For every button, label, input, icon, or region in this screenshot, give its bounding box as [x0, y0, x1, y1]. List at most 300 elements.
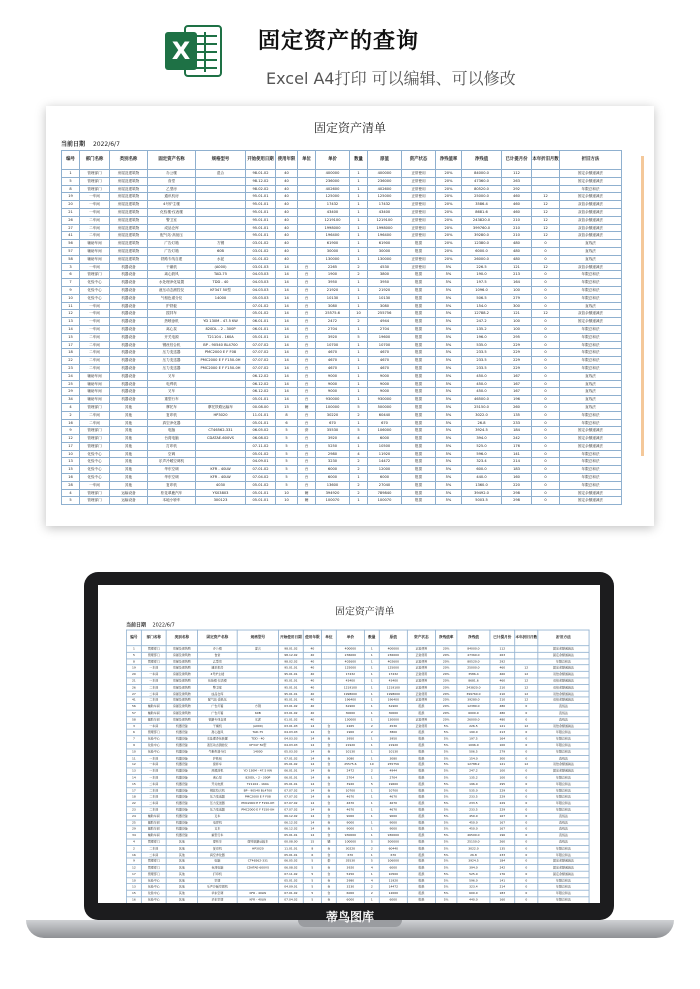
table-cell: 其他: [110, 466, 148, 474]
table-cell: 14: [303, 807, 321, 813]
table-cell: 40: [303, 652, 321, 658]
table-cell: 670: [368, 419, 402, 427]
table-cell: 233.5: [457, 800, 490, 806]
table-cell: 化验中心: [141, 742, 166, 748]
table-cell: 12: [126, 762, 141, 768]
table-cell: 二车间: [80, 232, 110, 240]
table-cell: 30220: [336, 845, 364, 851]
table-cell: 17432: [368, 201, 402, 209]
table-cell: 0: [515, 890, 538, 896]
table-cell: 铁路专线自建: [198, 717, 238, 723]
table-cell: 670: [379, 852, 407, 858]
table-cell: 14: [276, 294, 298, 302]
table-cell: 21920: [368, 286, 402, 294]
table-cell: 14: [276, 271, 298, 279]
table-cell: 14: [303, 794, 321, 800]
table-cell: 12000: [379, 890, 407, 896]
table-cell: [298, 201, 316, 209]
table-cell: 5%: [436, 474, 462, 482]
table-cell: KF347 50型: [196, 286, 246, 294]
table-cell: 6000.0: [462, 247, 502, 255]
table-cell: 20%: [435, 691, 456, 697]
table-cell: 0: [515, 884, 538, 890]
table-cell: 450.0: [457, 813, 490, 819]
table-cell: 正常使用: [402, 185, 436, 193]
table-cell: 5%: [435, 858, 456, 864]
table-cell: 二车间: [141, 787, 166, 793]
table-cell: 23: [126, 807, 141, 813]
table-cell: 22: [62, 357, 80, 365]
table-row: [62, 216, 622, 224]
table-cell: 房屋及建筑物: [110, 185, 148, 193]
table-cell: 护铁板: [198, 755, 238, 761]
table-cell: 3920: [336, 781, 364, 787]
table-cell: 12: [532, 216, 560, 224]
table-cell: 其他: [110, 403, 148, 411]
table-cell: 2: [350, 318, 368, 326]
table-cell: 正常使用: [402, 177, 436, 185]
table-cell: 报损: [407, 794, 435, 800]
table-cell: 一车间: [80, 325, 110, 333]
table-cell: 154.0: [462, 302, 502, 310]
table-cell: 正常使用: [402, 208, 436, 216]
table-cell: 17: [126, 871, 141, 877]
table-cell: 06.12.02: [278, 813, 303, 819]
table-cell: 辅助车间: [141, 710, 166, 716]
table-cell: 07.07.02: [278, 807, 303, 813]
table-cell: [298, 177, 316, 185]
table-cell: 25575.6: [336, 762, 364, 768]
table-cell: 配气站·高低压: [148, 232, 196, 240]
table-cell: 06.12.02: [278, 826, 303, 832]
table-cell: 60B: [196, 247, 246, 255]
table-cell: 2: [364, 845, 379, 851]
table-cell: 820DL - 2 - 300P: [196, 325, 246, 333]
table-cell: 复印机: [148, 411, 196, 419]
table-cell: 年限总和法: [560, 286, 622, 294]
table-cell: 40: [303, 646, 321, 652]
table-cell: 0: [515, 755, 538, 761]
table-cell: 管理部门: [80, 177, 110, 185]
table-cell: 1: [364, 704, 379, 710]
table-cell: 14: [276, 372, 298, 380]
table-cell: 摩托车: [198, 839, 238, 845]
table-cell: 台: [321, 865, 336, 871]
table-cell: 21: [62, 208, 80, 216]
table-cell: 5%: [436, 388, 462, 396]
table-cell: 机器设备: [166, 749, 197, 755]
table-cell: 98.01.02: [278, 646, 303, 652]
table-cell: 报损: [402, 357, 436, 365]
table-cell: 17432: [379, 671, 407, 677]
table-row: [62, 481, 622, 489]
table-cell: 打印机: [148, 442, 196, 450]
table-cell: 5: [303, 878, 321, 884]
table-cell: 二车间: [80, 357, 110, 365]
table-cell: 1: [364, 832, 379, 838]
table-cell: 5: [364, 781, 379, 787]
table-cell: 100000: [336, 839, 364, 845]
table-cell: 20%: [435, 704, 456, 710]
table-cell: 14: [276, 341, 298, 349]
table-cell: 电脑: [198, 858, 238, 864]
table-cell: 196: [502, 396, 532, 404]
table-cell: 12: [515, 678, 538, 684]
table-cell: 5%: [436, 310, 462, 318]
table-row: [62, 310, 622, 318]
table-cell: 直线法: [560, 403, 622, 411]
table-cell: 04.03.03: [246, 271, 276, 279]
table-cell: 二车间: [80, 419, 110, 427]
table-cell: 5%: [435, 749, 456, 755]
table-cell: [196, 450, 246, 458]
table-row: [62, 170, 622, 178]
table-cell: 机器设备: [166, 723, 197, 729]
table-cell: 固定余额递减法: [538, 865, 589, 871]
table-cell: 离心鼓风: [198, 729, 238, 735]
table-cell: 5%: [435, 826, 456, 832]
table-row: [62, 388, 622, 396]
table-cell: 正常使用: [407, 678, 435, 684]
table-cell: 300: [502, 302, 532, 310]
table-cell: 17: [62, 442, 80, 450]
table-cell: 年限总和法: [560, 450, 622, 458]
table-cell: 3586.4: [457, 671, 490, 677]
column-header: 规格型号: [196, 151, 246, 170]
table-cell: 11.01.01: [278, 845, 303, 851]
table-cell: 5%: [436, 442, 462, 450]
table-cell: 1096.0: [457, 742, 490, 748]
page-subtitle: Excel A4打印 可以编辑、可以修改: [266, 69, 516, 88]
table-cell: 135.2: [462, 325, 502, 333]
table-cell: 二车间: [80, 333, 110, 341]
table-cell: 台: [321, 820, 336, 826]
table-cell: 5%: [436, 419, 462, 427]
table-cell: 15: [62, 333, 80, 341]
table-cell: 1219100: [336, 684, 364, 690]
table-cell: 机器设备: [110, 302, 148, 310]
table-cell: 440.0: [457, 897, 490, 903]
table-cell: 台: [298, 271, 316, 279]
table-cell: 年限总和法: [560, 341, 622, 349]
table-cell: 12: [532, 310, 560, 318]
table-cell: 4670: [336, 800, 364, 806]
table-cell: 10: [62, 450, 80, 458]
screen-date-value: 2022/6/7: [152, 622, 175, 628]
table-cell: 1: [364, 871, 379, 877]
table-cell: 房屋及建筑物: [110, 247, 148, 255]
table-cell: 20%: [435, 697, 456, 703]
table-cell: 5%: [435, 755, 456, 761]
table-cell: 双倍余额递减法: [538, 678, 589, 684]
table-cell: 报损: [407, 845, 435, 851]
table-cell: 40: [276, 232, 298, 240]
table-cell: 236000: [336, 652, 364, 658]
table-cell: 管理部门: [141, 858, 166, 864]
table-cell: 5%: [436, 396, 462, 404]
table-cell: 房屋及建筑物: [166, 710, 197, 716]
table-cell: KF347 50型: [237, 742, 278, 748]
table-cell: 5%: [435, 890, 456, 896]
table-cell: 14: [62, 325, 80, 333]
table-cell: 26: [62, 216, 80, 224]
table-cell: 25000.0: [457, 665, 490, 671]
table-cell: 5: [126, 652, 141, 658]
column-header: 本年折旧月数: [532, 151, 560, 170]
table-cell: 房屋及建筑物: [166, 646, 197, 652]
column-header: 使用年限: [303, 630, 321, 646]
table-cell: 2: [350, 458, 368, 466]
table-cell: 14: [303, 832, 321, 838]
table-cell: 56: [62, 240, 80, 248]
table-cell: 25000.0: [462, 193, 502, 201]
table-cell: 40: [303, 659, 321, 665]
table-cell: 263: [502, 177, 532, 185]
table-cell: 空调: [148, 450, 196, 458]
table-cell: 乐声冷暖空调机: [198, 884, 238, 890]
table-cell: 5%: [435, 775, 456, 781]
table-cell: 台: [298, 388, 316, 396]
table-cell: 2704: [379, 775, 407, 781]
table-cell: 直线法: [538, 832, 589, 838]
table-cell: 复印机: [198, 845, 238, 851]
table-cell: 电焊机: [148, 380, 196, 388]
table-cell: 440.0: [462, 474, 502, 482]
table-cell: 8: [276, 411, 298, 419]
table-cell: 华东空调: [148, 466, 196, 474]
table-cell: 报损: [402, 364, 436, 372]
table-cell: 铁路专线自建: [148, 255, 196, 263]
table-cell: 华东空调: [148, 474, 196, 482]
column-header: 单位: [321, 630, 336, 646]
table-cell: 管理部门: [80, 170, 110, 178]
table-cell: 打印机: [198, 871, 238, 877]
table-cell: 17432: [336, 671, 364, 677]
table-cell: 报损: [407, 781, 435, 787]
table-cell: 报损: [402, 279, 436, 287]
table-cell: 报损: [407, 890, 435, 896]
table-cell: 506.5: [457, 749, 490, 755]
table-cell: 210: [502, 224, 532, 232]
table-cell: 化验中心: [80, 466, 110, 474]
table-cell: 229: [502, 364, 532, 372]
table-cell: 房屋及建筑物: [166, 652, 197, 658]
table-cell: 14: [276, 333, 298, 341]
table-cell: [196, 442, 246, 450]
table-cell: 9000: [379, 826, 407, 832]
table-cell: 233: [490, 852, 515, 858]
table-cell: 辅助车间: [141, 717, 166, 723]
table-cell: 一车间: [80, 193, 110, 201]
table-cell: 196400: [336, 697, 364, 703]
table-cell: 方钢: [196, 240, 246, 248]
table-cell: 报损: [407, 820, 435, 826]
table-cell: 房屋及建筑物: [110, 193, 148, 201]
table-cell: 液压动态测控仪: [148, 286, 196, 294]
table-cell: 40: [303, 671, 321, 677]
table-cell: 12: [515, 762, 538, 768]
table-cell: 松花翠鹿汽车: [148, 489, 196, 497]
table-cell: 机器设备: [166, 826, 197, 832]
table-cell: 07.11.02: [278, 871, 303, 877]
table-cell: 402600: [336, 659, 364, 665]
table-cell: 5%: [436, 497, 462, 505]
table-cell: 房屋及建筑物: [166, 678, 197, 684]
table-cell: 报损: [402, 380, 436, 388]
table-cell: 管理部门: [141, 729, 166, 735]
table-cell: 机器设备: [110, 388, 148, 396]
table-cell: 14000: [237, 749, 278, 755]
table-cell: 台: [321, 794, 336, 800]
table-cell: 210: [490, 684, 515, 690]
table-cell: 07.01.02: [278, 755, 303, 761]
table-cell: 重型行车: [198, 832, 238, 838]
table-cell: 热喷涂机: [148, 318, 196, 326]
sheet-edge-highlight: [641, 156, 644, 456]
table-cell: 4670: [368, 364, 402, 372]
table-cell: 其他: [166, 884, 197, 890]
table-cell: 机器设备: [166, 820, 197, 826]
table-cell: 5%: [436, 271, 462, 279]
table-cell: 管理部门: [141, 871, 166, 877]
table-cell: 233.5: [457, 807, 490, 813]
table-cell: 报损: [402, 325, 436, 333]
table-cell: 机器设备: [166, 807, 197, 813]
table-cell: 596.0: [462, 450, 502, 458]
table-cell: 年限总和法: [560, 474, 622, 482]
table-cell: 12: [515, 671, 538, 677]
table-cell: 食堂: [198, 652, 238, 658]
table-cell: 报损: [407, 704, 435, 710]
table-cell: 10: [62, 294, 80, 302]
table-cell: 机器设备: [110, 271, 148, 279]
table-cell: 0: [515, 858, 538, 864]
table-cell: (A000): [196, 263, 246, 271]
table-cell: 4: [350, 450, 368, 458]
table-cell: 5%: [436, 380, 462, 388]
table-cell: 0: [532, 364, 560, 372]
table-cell: 197.5: [462, 279, 502, 287]
table-cell: 480: [490, 717, 515, 723]
table-cell: 报损: [402, 435, 436, 443]
table-cell: 10: [276, 497, 298, 505]
table-cell: 4: [126, 839, 141, 845]
table-cell: 台: [321, 723, 336, 729]
table-cell: 2704: [368, 325, 402, 333]
table-cell: 121: [502, 263, 532, 271]
table-cell: 6000: [368, 474, 402, 482]
table-cell: 196400: [368, 232, 402, 240]
table-cell: 1900: [316, 271, 350, 279]
table-cell: [298, 193, 316, 201]
table-cell: 年限总和法: [538, 852, 589, 858]
table-cell: [196, 419, 246, 427]
table-cell: 40: [276, 240, 298, 248]
column-header: 编号: [126, 630, 141, 646]
table-cell: 0: [515, 794, 538, 800]
table-cell: 43400: [336, 678, 364, 684]
table-cell: 年限总和法: [560, 419, 622, 427]
table-cell: 213: [502, 271, 532, 279]
table-cell: 57: [62, 247, 80, 255]
table-cell: 930000: [368, 396, 402, 404]
table-cell: [298, 247, 316, 255]
table-cell: 房屋及建筑物: [110, 232, 148, 240]
table-cell: 直线法: [560, 255, 622, 263]
table-cell: [298, 185, 316, 193]
table-cell: 43400: [379, 678, 407, 684]
table-cell: 台: [321, 878, 336, 884]
table-cell: 1: [364, 710, 379, 716]
table-cell: 0: [532, 255, 560, 263]
table-cell: 480: [490, 704, 515, 710]
table-cell: 3920: [336, 865, 364, 871]
table-cell: 年限总和法: [560, 458, 622, 466]
table-cell: 40: [303, 665, 321, 671]
table-cell: 一车间: [141, 768, 166, 774]
table-cell: 14: [276, 310, 298, 318]
column-header: 本年折旧月数: [515, 630, 538, 646]
table-cell: 01.01.02: [278, 717, 303, 723]
table-cell: 台: [321, 832, 336, 838]
table-cell: 20%: [436, 177, 462, 185]
table-cell: 1: [364, 813, 379, 819]
table-cell: 20%: [436, 232, 462, 240]
table-cell: 43400: [368, 208, 402, 216]
table-cell: 年限总和法: [560, 294, 622, 302]
screen-asset-table: [126, 630, 589, 903]
column-header: 固定资产名称: [148, 151, 196, 170]
table-cell: 789840: [368, 489, 402, 497]
table-cell: 07.01.02: [246, 466, 276, 474]
table-cell: 04.03.03: [278, 736, 303, 742]
table-cell: 1: [350, 247, 368, 255]
table-cell: 固定余额递减法: [538, 858, 589, 864]
table-row: [126, 897, 589, 903]
table-cell: 5: [276, 458, 298, 466]
table-cell: 开关电源: [148, 333, 196, 341]
table-row: [62, 489, 622, 497]
table-cell: [532, 170, 560, 178]
table-cell: 台: [321, 736, 336, 742]
table-cell: 办公楼: [148, 170, 196, 178]
table-cell: 5: [276, 466, 298, 474]
table-cell: 07.04.02: [246, 474, 276, 482]
table-cell: 4670: [368, 357, 402, 365]
table-cell: 复印机: [148, 481, 196, 489]
table-cell: 100: [490, 775, 515, 781]
table-cell: 03.01.02: [246, 240, 276, 248]
table-cell: 05.01.01: [278, 781, 303, 787]
table-cell: 通讯机房: [148, 193, 196, 201]
table-cell: 6000: [379, 897, 407, 903]
table-cell: 30000: [336, 710, 364, 716]
table-cell: 3080: [379, 755, 407, 761]
table-row: [62, 232, 622, 240]
table-cell: 05.03.03: [278, 749, 303, 755]
table-cell: 16: [62, 474, 80, 482]
table-cell: 06.08.02: [246, 435, 276, 443]
table-cell: 双倍余额递减法: [538, 691, 589, 697]
table-cell: 28: [62, 481, 80, 489]
table-cell: 电脑: [148, 427, 196, 435]
table-cell: 22: [126, 800, 141, 806]
table-cell: 135.2: [457, 775, 490, 781]
column-header: 折旧方法: [560, 151, 622, 170]
table-cell: 0: [532, 435, 560, 443]
table-cell: 5%: [436, 302, 462, 310]
column-header: 原值: [368, 151, 402, 170]
